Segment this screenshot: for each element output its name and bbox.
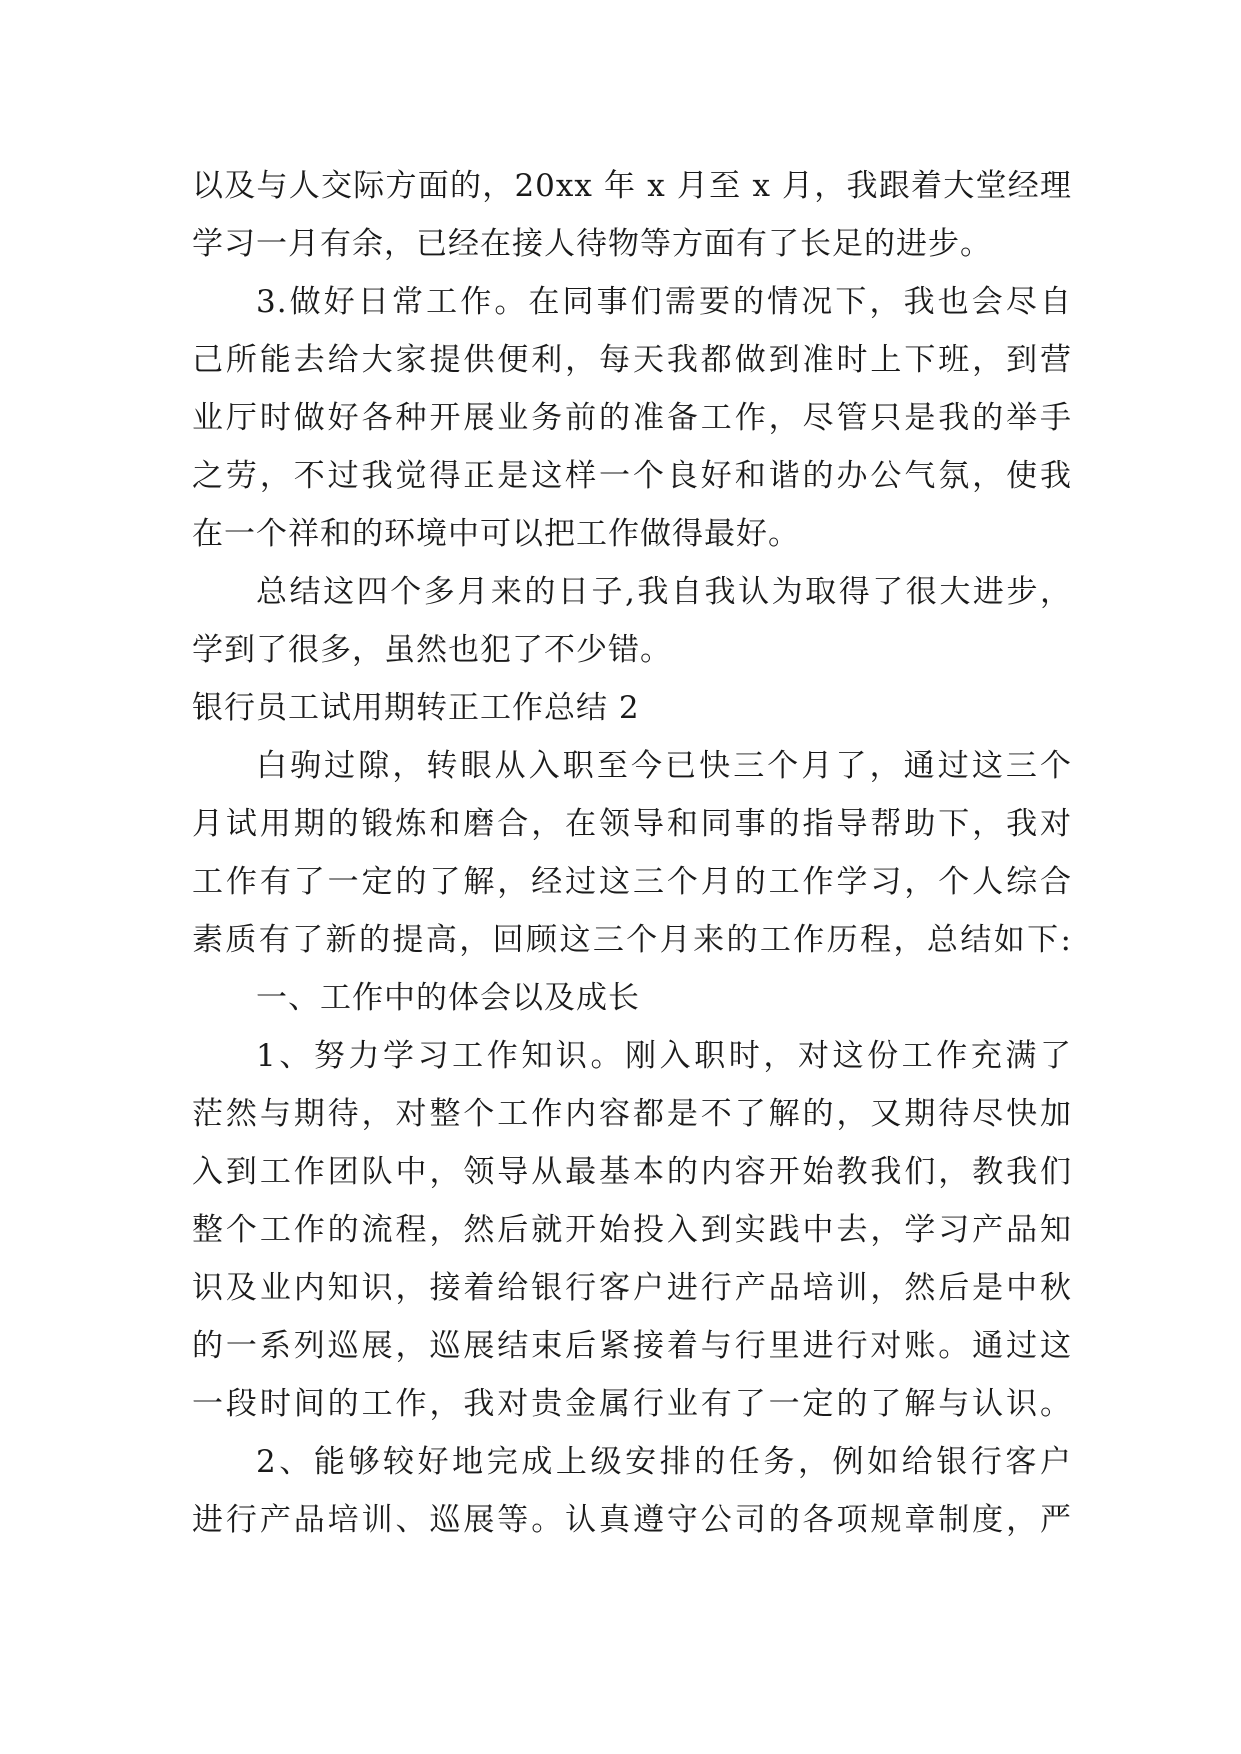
paragraph-line: 识及业内知识，接着给银行客户进行产品培训，然后是中秋 — [192, 1270, 1072, 1306]
paragraph-line: 1、努力学习工作知识。刚入职时，对这份工作充满了 — [256, 1038, 1072, 1074]
paragraph-line: 总结这四个多月来的日子,我自我认为取得了很大进步， — [256, 574, 1072, 610]
paragraph-line: 茫然与期待，对整个工作内容都是不了解的，又期待尽快加 — [192, 1096, 1072, 1132]
paragraph-line: 白驹过隙，转眼从入职至今已快三个月了，通过这三个 — [256, 748, 1072, 784]
paragraph-line: 2、能够较好地完成上级安排的任务，例如给银行客户 — [256, 1444, 1072, 1480]
paragraph-line: 在一个祥和的环境中可以把工作做得最好。 — [192, 516, 800, 552]
subheading: 一、工作中的体会以及成长 — [256, 980, 640, 1016]
paragraph-line: 入到工作团队中，领导从最基本的内容开始教我们，教我们 — [192, 1154, 1072, 1190]
paragraph-line: 的一系列巡展，巡展结束后紧接着与行里进行对账。通过这 — [192, 1328, 1072, 1364]
section-title: 银行员工试用期转正工作总结 2 — [192, 690, 640, 726]
paragraph-line: 工作有了一定的了解，经过这三个月的工作学习，个人综合 — [192, 864, 1072, 900]
paragraph-line: 素质有了新的提高，回顾这三个月来的工作历程，总结如下: — [192, 922, 1072, 958]
paragraph-line: 学到了很多，虽然也犯了不少错。 — [192, 632, 672, 668]
paragraph-line: 之劳，不过我觉得正是这样一个良好和谐的办公气氛，使我 — [192, 458, 1072, 494]
paragraph-line: 己所能去给大家提供便利，每天我都做到准时上下班，到营 — [192, 342, 1072, 378]
paragraph-line: 学习一月有余，已经在接人待物等方面有了长足的进步。 — [192, 226, 992, 262]
paragraph-line: 进行产品培训、巡展等。认真遵守公司的各项规章制度，严 — [192, 1502, 1072, 1538]
paragraph-line: 一段时间的工作，我对贵金属行业有了一定的了解与认识。 — [192, 1386, 1072, 1422]
paragraph-line: 业厅时做好各种开展业务前的准备工作，尽管只是我的举手 — [192, 400, 1072, 436]
paragraph-line: 整个工作的流程，然后就开始投入到实践中去，学习产品知 — [192, 1212, 1072, 1248]
paragraph-line: 以及与人交际方面的，20xx 年 x 月至 x 月，我跟着大堂经理 — [192, 168, 1072, 204]
paragraph-line: 月试用期的锻炼和磨合，在领导和同事的指导帮助下，我对 — [192, 806, 1072, 842]
paragraph-line: 3.做好日常工作。在同事们需要的情况下，我也会尽自 — [256, 284, 1072, 320]
